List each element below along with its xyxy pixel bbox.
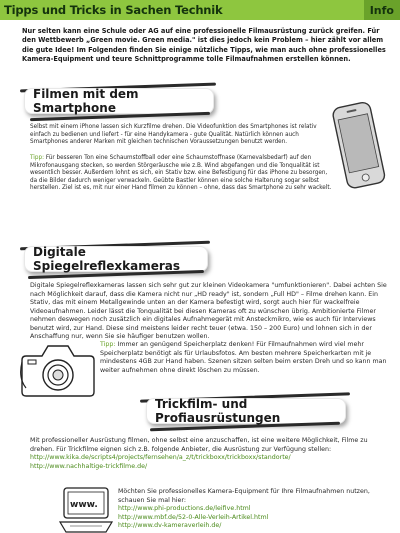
section-trickfilm-text2: Möchten Sie professionelles Kamera-Equipment für Ihre Filmaufnahmen nutzen, schauen Sie mal hier: (118, 488, 370, 504)
trickfilm-link[interactable]: http://www.nachhaltige-trickfilme.de/ (30, 462, 148, 470)
smartphone-icon (330, 98, 390, 194)
equipment-link[interactable]: http://www.mbf.de/52-0-Alle-Verleih-Artikel.html (118, 513, 269, 521)
tip-text: Immer an genügend Speicherplatz denken! Für Filmaufnahmen wird viel mehr Speicherplatz benötigt als für Urlaubsfotos. Am besten mehrere Speicherkarten mit je mindestens 4GB zur Hand haben. Szenen sitzen selten beim ersten Dreh und so kann man weiter aufnehmen ohne direkt löschen zu müssen. (100, 341, 387, 374)
trickfilm-link[interactable]: http://www.kika.de/scripts4/projects/fernsehen/a_z/t/trickboxx/trickboxx/standorte/ (30, 454, 291, 461)
svg-text:www.: www. (70, 500, 98, 510)
section-smartphone-text: Selbst mit einem iPhone lassen sich Kurzfilme drehen. Die Videofunktion des Smartphones ist relativ einfach zu bedienen und liefert - für eine Handykamera - gute Qualität. Natürlich können auch Smartphones anderer Marken mit gleichen technischen Voraussetzungen benutzt werden. (30, 124, 317, 146)
intro-paragraph: Nur selten kann eine Schule oder AG auf eine professionelle Filmausrüstung zurück greifen. Für den Wettbewerb „Green movie. Green media." ist dies jedoch kein Problem – hier zählt vor allem die gute Idee! Im Folgenden finden Sie einige nützliche Tipps, wie man auch ohne professionelles Kamera-Equipment und teure Schnittprogramme tolle Filmaufnahmen erstellen können. (22, 27, 386, 63)
tip-label: Tipp: (30, 155, 45, 161)
section-heading-trickfilm: Trickfilm- und Profiausrüstungen (146, 398, 346, 424)
equipment-link[interactable]: http://www.dv-kameraverleih.de/ (118, 522, 222, 529)
computer-icon (56, 484, 116, 533)
trickfilm-links (30, 454, 392, 471)
tip-label: Tipp: (100, 341, 116, 348)
header-bar (0, 0, 400, 20)
section-camera-tip (100, 341, 390, 375)
section-smartphone-tip (30, 155, 336, 193)
section-trickfilm-text: Mit professioneller Ausrüstung filmen, ohne selbst eine anzuschaffen, ist eine weitere Möglichkeit, Filme zu drehen. Für Trickfilme eignen sich z.B. folgende Anbieter, die Ausrüstung zur Verfügung stellen: (30, 437, 368, 453)
tip-text: Für besseren Ton eine Schaumstoffball oder eine Schaumstoffnase (Karnevalsbedarf) auf den Mikrofonausgang stecken, so werden Störgeräusche wie z.B. Wind abgefangen und die Tonqualität ist wesentlich besser. Außerdem lohnt es sich, ein Stativ bzw. eine Befestigung für das iPhone zu besorgen, da die Bilder dadurch weniger verwackeln. Geübte Bastler können eine solche Halterung sogar selbst herstellen. Ziel ist es, mit nur einer Hand filmen zu können – ohne, dass das Smartphone zu sehr wackelt. (30, 155, 332, 192)
section-camera-text: Digitale Spiegelreflexkameras lassen sich sehr gut zur kleinen Videokamera "umfunktionieren". Dabei achten Sie nach Möglichkeit darauf, dass die Kamera nicht nur „HD ready" ist, sondern „Full HD" – Filme drehen kann. Ein Stativ, das mit einem Metallgewinde unten an der Kamera befestigt wird, sorgt auch hier für wackelfreie Videoaufnahmen. Leider lässt die Tonqualität bei diesen Kameras oft zu wünschen übrig. Ambitionierte Filmer nehmen deswegen noch zusätzlich ein digitales Aufnahmegerät mit Ansteckmikro, wie es auch für Interviews benutzt wird, zur Hand. Diese sind meistens leider recht teuer (etwa. 150 – 200 Euro) und lohnen sich in der Anschaffung nur, wenn Sie sie häufiger benutzen wollen. (30, 282, 387, 340)
page-title: Tipps und Tricks in Sachen Technik (4, 3, 223, 17)
section-heading-camera: Digitale Spiegelreflexkameras (24, 246, 208, 272)
info-badge: Info (364, 0, 400, 20)
section-heading-smartphone: Filmen mit dem Smartphone (24, 88, 214, 114)
camera-icon (20, 338, 96, 400)
equipment-link[interactable]: http://www.phi-productions.de/leifive.html (118, 505, 251, 512)
equipment-links (118, 505, 394, 531)
